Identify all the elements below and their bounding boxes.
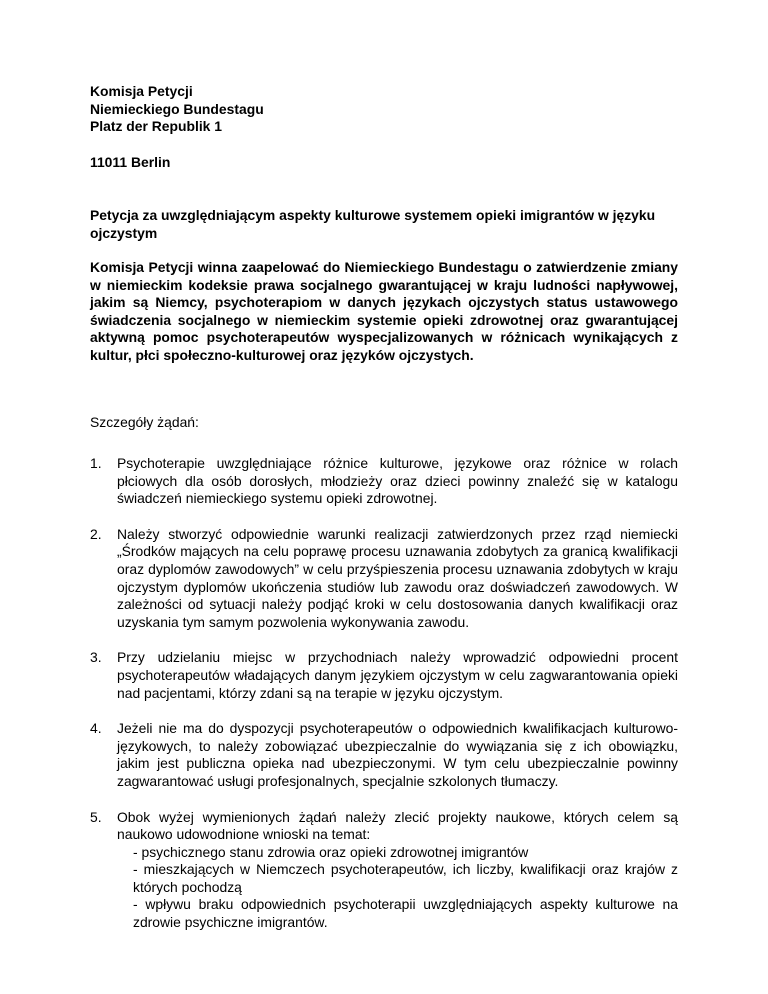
address-line-2: Niemieckiego Bundestagu: [90, 100, 264, 117]
list-item: [90, 455, 678, 508]
petition-title: Petycja za uwzględniającym aspekty kulturowe systemem opieki imigrantów w języku ojczystym: [90, 207, 656, 241]
list-item-number: 4.: [90, 720, 102, 737]
address-city: 11011 Berlin: [90, 154, 171, 170]
address-line-1: Komisja Petycji: [90, 83, 193, 99]
list-item-number: 5.: [90, 808, 102, 825]
list-item: [90, 720, 678, 790]
demands-list: [90, 455, 678, 950]
list-item-text: Jeżeli nie ma do dyspozycji psychoterapeutów o odpowiednich kwalifikacjach kulturowo-językowych, to należy zobowiązać ubezpieczalnie do wywiązania się z ich obowiązku, jakim jest publiczna opieka nad ubezpieczonymi. W tym celu ubezpieczalnie powinny zagwarantować usługi profesjonalnych, specjalnie szkolonych tłumaczy.: [117, 720, 678, 789]
list-subitem: - psychicznego stanu zdrowia oraz opieki zdrowotnej imigrantów: [133, 843, 529, 860]
list-subitem: - mieszkających w Niemczech psychoterapeutów, ich liczby, kwalifikacji oraz krajów z których pochodzą: [133, 861, 678, 895]
list-item: [90, 809, 678, 932]
recipient-address: [90, 83, 690, 136]
list-subitem: - wpływu braku odpowiednich psychoterapii uwzględniających aspekty kulturowe na zdrowie psychiczne imigrantów.: [133, 896, 678, 931]
address-line-3: Platz der Republik 1: [90, 118, 222, 135]
list-item: [90, 526, 678, 632]
list-item-number: 2.: [90, 525, 102, 542]
list-item-text: Należy stworzyć odpowiednie warunki realizacji zatwierdzonych przez rząd niemiecki „Środków mających na celu poprawę procesu uznawania zdobytych za granicą kwalifikacji oraz dyplomów zawodowych” w celu przyśpieszenia procesu uznawania zdobytych w kraju ojczystym dyplomów ukończenia studiów lub zawodu oraz doświadczeń zawodowych. W zależności od sytuacji należy podjąć kroki w celu dostosowania danych kwalifikacji oraz uzyskania tym samym pozwolenia wykonywania zawodu.: [117, 525, 678, 630]
details-heading: Szczegóły żądań:: [90, 414, 199, 430]
list-item-number: 1.: [90, 455, 102, 471]
list-item-text: Obok wyżej wymienionych żądań należy zlecić projekty naukowe, których celem są naukowo udowodnione wnioski na temat:: [117, 808, 678, 843]
list-item-number: 3.: [90, 649, 102, 666]
petition-intro: Komisja Petycji winna zaapelować do Niemieckiego Bundestagu o zatwierdzenie zmiany w niemieckim kodeksie prawa socjalnego gwarantującej w kraju ludności napływowej, jakim są Niemcy, psychoterapiom w danych językach ojczystych status ustawowego świadczenia socjalnego w niemieckim systemie opieki zdrowotnej oraz gwarantującej aktywną pomoc psychoterapeutów wyspecjalizowanych w różnicach wynikających z kultur, płci społeczno-kulturowej oraz języków ojczystych.: [90, 259, 678, 363]
list-item-text: Psychoterapie uwzględniające różnice kulturowe, językowe oraz różnice w rolach płciowych dla osób dorosłych, młodzieży oraz dzieci powinny znaleźć się w katalogu świadczeń niemieckiego systemu opieki zdrowotnej.: [117, 455, 678, 507]
list-item-text: Przy udzielaniu miejsc w przychodniach należy wprowadzić odpowiedni procent psychoterapeutów władających danym językiem ojczystym w celu zagwarantowania opieki nad pacjentami, którzy zdani są na terapie w języku ojczystym.: [117, 649, 678, 701]
list-item: [90, 649, 678, 702]
